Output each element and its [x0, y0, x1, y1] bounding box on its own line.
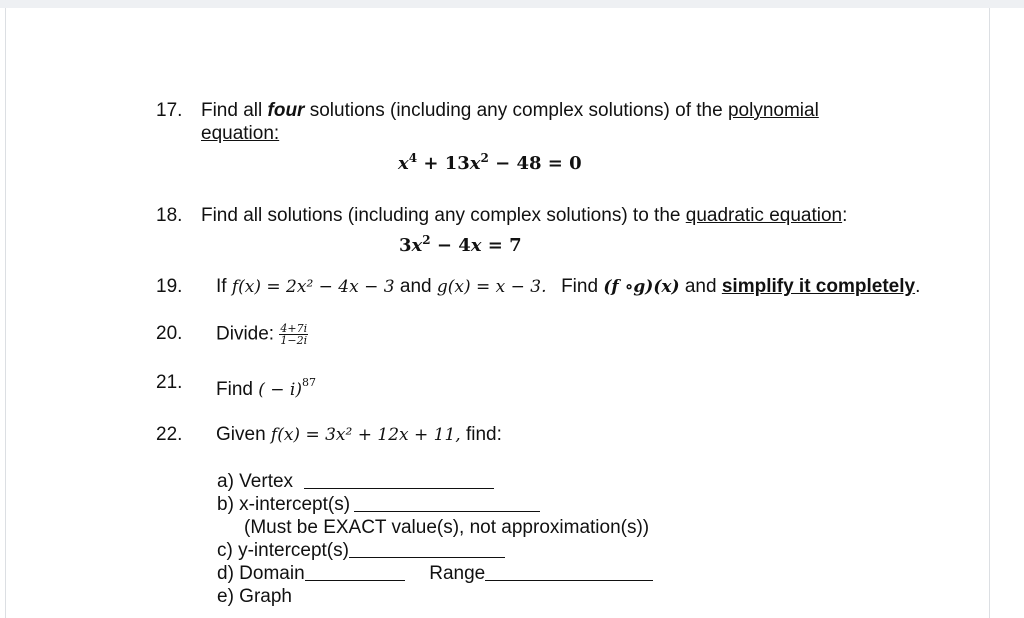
q17-line1: [156, 100, 819, 122]
q22-part-b: b) x-intercept(s): [217, 494, 540, 516]
q18-text: Find all solutions (including any complex solutions) to the: [200, 205, 681, 226]
q20-body: Divide: $\frac{4+7i}{1-2i}$: [216, 322, 308, 347]
q17-text-after: solutions (including any complex solutions) of the: [309, 100, 723, 121]
q20-denominator: 1−2i: [280, 334, 308, 347]
q17-link-equation[interactable]: equation:: [201, 123, 280, 144]
q19-body: If f(x) = 2x² − 4x − 3 and g(x) = x − 3. Find (f ∘g)(x) and simplify it completely.: [216, 276, 921, 297]
q22-part-b-note: (Must be EXACT value(s), not approximation(s)): [244, 517, 650, 538]
q17-text-before: Find all: [200, 100, 263, 121]
q21-body: Find ( − i)$^{87}$: [216, 376, 317, 400]
q18-link-quadratic[interactable]: quadratic equation: [685, 205, 843, 226]
q22-part-e: e) Graph: [217, 586, 292, 607]
q19-simplify-link[interactable]: simplify it completely: [721, 276, 916, 297]
q17-equation: $x^4 + 13x^2 - 48 = 0$: [398, 151, 582, 174]
document-page: [5, 8, 990, 618]
q17-link-polynomial[interactable]: polynomial: [727, 100, 819, 121]
toolbar-strip: [0, 0, 1024, 8]
vertex-answer-blank[interactable]: [304, 472, 494, 489]
q17-emphasis: four: [267, 100, 305, 121]
q22-part-d: d) Domain Range: [217, 563, 653, 585]
q19-number: 19.: [156, 276, 183, 297]
domain-answer-blank[interactable]: [305, 564, 405, 581]
q19-g-definition: g(x) = x − 3.: [436, 277, 547, 297]
q22-part-c: c) y-intercept(s): [217, 540, 505, 562]
q18-equation: $3x^2 - 4x = 7$: [399, 233, 522, 256]
q20-fraction: [279, 323, 308, 346]
q17-number: 17.: [156, 100, 183, 121]
y-intercept-answer-blank[interactable]: [349, 541, 505, 558]
q19-composition: (f ∘g)(x): [603, 277, 680, 297]
q22-part-a: a) Vertex: [217, 471, 494, 493]
q19-f-definition: f(x) = 2x² − 4x − 3: [231, 277, 395, 297]
x-intercept-answer-blank[interactable]: [354, 495, 540, 512]
q22-f-definition: f(x) = 3x² + 12x + 11,: [270, 425, 461, 445]
q21-number: 21.: [156, 372, 183, 393]
q22-number: 22.: [156, 424, 183, 445]
q18-line1: 18. Find all solutions (including any complex solutions) to the quadratic equation:: [156, 205, 848, 226]
q18-number: 18.: [156, 205, 183, 226]
q22-body: Given f(x) = 3x² + 12x + 11, find:: [216, 424, 502, 445]
range-answer-blank[interactable]: [485, 564, 653, 581]
q20-number: 20.: [156, 323, 183, 344]
q21-base: ( − i): [258, 380, 303, 400]
q20-numerator: 4+7i: [280, 322, 308, 335]
q21-exponent: 87: [302, 376, 317, 389]
